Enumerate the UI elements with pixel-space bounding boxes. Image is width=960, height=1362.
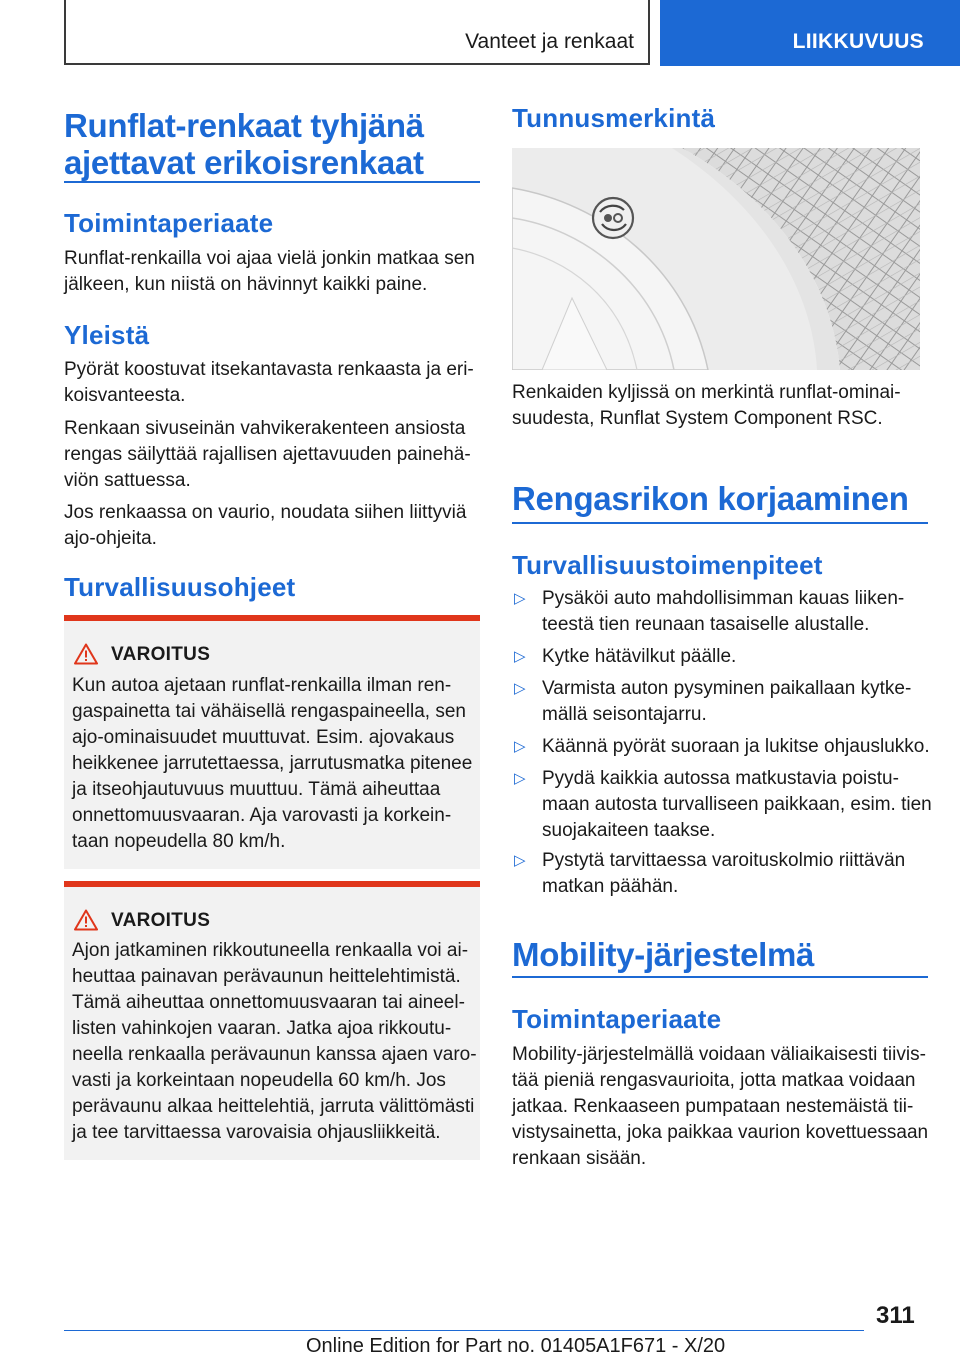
text-line: renkaan sisään. <box>512 1148 647 1169</box>
text-line: koisvanteesta. <box>64 385 186 406</box>
text-line: jatkaa. Renkaaseen pumpataan nestemäistä tii- <box>512 1096 914 1117</box>
text-line: Pystytä tarvittaessa varoituskolmio riittävän <box>542 850 906 871</box>
paragraph-general-2 <box>64 416 484 494</box>
heading-rule <box>64 181 480 183</box>
warning-text <box>72 938 478 1146</box>
page-number: 311 <box>876 1302 915 1329</box>
triangle-bullet-icon: ▷ <box>514 680 526 697</box>
heading-runflat-line1: Runflat-renkaat tyhjänä <box>64 107 424 144</box>
header-rule-bottom <box>64 63 650 65</box>
subheading-marking: Tunnusmerkintä <box>512 103 716 133</box>
heading-runflat <box>64 107 484 181</box>
heading-rule <box>512 522 928 524</box>
list-item <box>514 766 934 844</box>
text-line: ajo-ohjeita. <box>64 528 157 549</box>
text-line: Pyydä kaikkia autossa matkustavia poistu- <box>542 768 899 789</box>
triangle-bullet-icon: ▷ <box>514 590 526 607</box>
text-line: gaspainetta tai vähäisellä rengaspaineella, sen <box>72 701 466 722</box>
text-line: suudesta, Runflat System Component RSC. <box>512 408 883 429</box>
text-line: onnettomuusvaaran. Aja varovasti ja korkein- <box>72 805 452 826</box>
text-line: viön sattuessa. <box>64 470 191 491</box>
subheading-principle: Toimintaperiaate <box>64 208 274 238</box>
section-title: Vanteet ja renkaat <box>465 30 634 53</box>
subheading-principle-mobility: Toimintaperiaate <box>512 1004 722 1034</box>
text-line: maan autosta turvalliseen paikkaan, esim. tien <box>542 794 932 815</box>
text-line: mällä seisontajarru. <box>542 704 707 725</box>
rsc-symbol-icon <box>593 198 633 238</box>
footer-rule <box>64 1330 864 1331</box>
text-line: Kytke hätävilkut päälle. <box>542 646 737 667</box>
triangle-bullet-icon: ▷ <box>514 770 526 787</box>
paragraph-mobility <box>512 1042 932 1172</box>
text-line: ja itseohjautuvuus muuttuu. Tämä aiheuttaa <box>72 779 441 800</box>
text-line: Kun autoa ajetaan runflat-renkailla ilman ren- <box>72 675 452 696</box>
text-line: Renkaan sivuseinän vahvikerakenteen ansiosta <box>64 418 466 439</box>
heading-mobility: Mobility-järjestelmä <box>512 936 815 973</box>
text-line: jälkeen, kun niistä on hävinnyt kaikki paine. <box>64 274 428 295</box>
text-line: Käännä pyörät suoraan ja lukitse ohjauslukko. <box>542 736 930 757</box>
heading-rule <box>512 976 928 978</box>
list-item <box>514 676 934 728</box>
list-item <box>514 734 934 760</box>
warning-triangle-icon <box>74 909 98 931</box>
text-line: heikkenee jarrutettaessa, jarrutusmatka pitenee <box>72 753 473 774</box>
text-line: Ajon jatkaminen rikkoutuneella renkaalla voi ai- <box>72 940 469 961</box>
text-line: Jos renkaassa on vaurio, noudata siihen liittyviä <box>64 502 467 523</box>
paragraph-principle <box>64 246 484 298</box>
text-line: listen vahinkojen vaaran. Jatka ajoa rikkoutu- <box>72 1018 452 1039</box>
text-line: Runflat-renkailla voi ajaa vielä jonkin matkaa sen <box>64 248 475 269</box>
text-line: heuttaa painavan perävaunun heittelehtimistä. <box>72 966 461 987</box>
warning-bar <box>64 881 480 887</box>
heading-repair: Rengasrikon korjaaminen <box>512 480 909 517</box>
subheading-general: Yleistä <box>64 320 150 350</box>
text-line: Varmista auton pysyminen paikallaan kytke- <box>542 678 912 699</box>
list-item <box>514 586 934 638</box>
text-line: perävaunu alkaa heittelehtiä, jarruta välittömästi <box>72 1096 475 1117</box>
paragraph-general-3 <box>64 500 484 552</box>
text-line: vasti ja korkeintaan nopeudella 60 km/h. Jos <box>72 1070 446 1091</box>
text-line: vistysainetta, joka paikkaa vaurion kovettuessaan <box>512 1122 929 1143</box>
chapter-tab-label: LIIKKUVUUS <box>792 30 924 53</box>
text-line: suojakaiteen taakse. <box>542 820 716 841</box>
triangle-bullet-icon: ▷ <box>514 738 526 755</box>
text-line: Pysäköi auto mahdollisimman kauas liiken- <box>542 588 905 609</box>
text-line: Renkaiden kyljissä on merkintä runflat-ominai- <box>512 382 901 403</box>
text-line: Pyörät koostuvat itsekantavasta renkaasta ja eri- <box>64 359 474 380</box>
edition-note: Online Edition for Part no. 01405A1F671 - X/20 <box>306 1335 726 1357</box>
text-line: Tämä aiheuttaa onnettomuusvaaran tai aineel- <box>72 992 465 1013</box>
triangle-bullet-icon: ▷ <box>514 648 526 665</box>
warning-box-1 <box>64 615 480 869</box>
warning-triangle-icon <box>74 643 98 665</box>
list-item <box>514 848 934 900</box>
text-line: taan nopeudella 80 km/h. <box>72 831 286 852</box>
paragraph-marking <box>512 380 932 432</box>
list-item <box>514 644 934 670</box>
text-line: rengas säilyttää rajallisen ajettavuuden painehä- <box>64 444 471 465</box>
warning-title: VAROITUS <box>111 644 211 665</box>
text-line: teestä tien reunaan tasaiselle alustalle. <box>542 614 870 635</box>
text-line: ajo-ominaisuudet muuttuvat. Esim. ajovakaus <box>72 727 455 748</box>
triangle-bullet-icon: ▷ <box>514 852 526 869</box>
warning-bar <box>64 615 480 621</box>
header-rule-left <box>64 0 66 64</box>
warning-text <box>72 673 478 855</box>
paragraph-general-1 <box>64 357 484 409</box>
text-line: Mobility-järjestelmällä voidaan väliaikaisesti tiivis- <box>512 1044 926 1065</box>
text-line: matkan päähän. <box>542 876 679 897</box>
warning-title: VAROITUS <box>111 910 211 931</box>
text-line: ja tee tarvittaessa varovaisia ohjausliikkeitä. <box>72 1122 441 1143</box>
warning-box-2 <box>64 881 480 1160</box>
heading-runflat-line2: ajettavat erikoisrenkaat <box>64 144 424 181</box>
text-line: neella renkaalla perävaunun kanssa ajaen varo- <box>72 1044 477 1065</box>
chapter-tab[interactable] <box>660 0 960 66</box>
subheading-measures: Turvallisuustoimenpiteet <box>512 550 823 580</box>
header-rule-divider <box>648 0 650 64</box>
subheading-safety: Turvallisuusohjeet <box>64 572 296 602</box>
tire-illustration <box>512 148 920 370</box>
text-line: tää pieniä rengasvaurioita, jotta matkaa voidaan <box>512 1070 916 1091</box>
